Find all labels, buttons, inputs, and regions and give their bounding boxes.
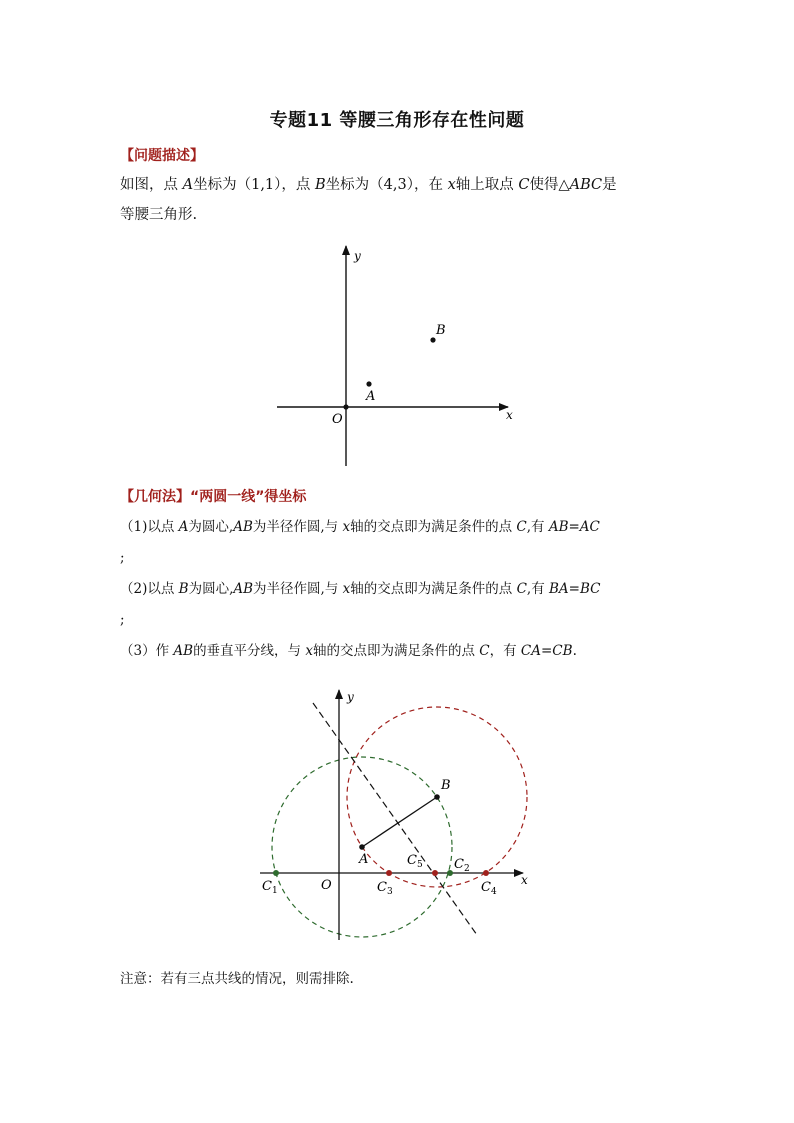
- note: 注意：若有三点共线的情况，则需排除.: [120, 971, 354, 987]
- point-a-label: A: [359, 852, 369, 867]
- method-steps: [120, 512, 700, 667]
- y-axis-label: y: [354, 249, 361, 263]
- point-c2: [447, 870, 453, 876]
- section-heading-problem: 【问题描述】: [120, 148, 204, 164]
- point-c1: [273, 870, 279, 876]
- point-a: [359, 844, 365, 850]
- section-heading-geometry: 【几何法】“两圆一线”得坐标: [120, 489, 307, 505]
- point-c5-label: $C_5$: [407, 853, 423, 870]
- segment-ab: [362, 797, 437, 847]
- point-a: [366, 381, 371, 386]
- step-2: （2)以点 B为圆心,AB为半径作圆,与 x轴的交点即为满足条件的点 C,有 BA=BC: [120, 581, 601, 597]
- problem-line-1: 如图，点 A坐标为（1,1），点 B坐标为（4,3），在 x轴上取点 C使得△ABC是: [120, 177, 617, 193]
- problem-line-2: 等腰三角形.: [120, 207, 198, 223]
- perpendicular-bisector: [313, 703, 477, 935]
- origin-label: O: [332, 412, 343, 427]
- point-c1-label: $C_1$: [262, 879, 278, 896]
- step-2-tail: ;: [120, 612, 125, 628]
- point-c4-label: $C_4$: [481, 880, 497, 897]
- figure-coordinate-plane: [270, 240, 530, 472]
- point-b: [434, 794, 440, 800]
- x-axis-label: x: [506, 408, 513, 422]
- step-1-tail: ;: [120, 550, 125, 566]
- problem-statement: [120, 170, 680, 230]
- origin-label: O: [321, 878, 332, 893]
- point-c3: [386, 870, 392, 876]
- y-axis-label: y: [347, 690, 354, 704]
- point-c3-label: $C_3$: [377, 880, 393, 897]
- point-b-label: B: [436, 323, 446, 338]
- figure-two-circles-one-line: [255, 685, 535, 943]
- page-title: 专题11 等腰三角形存在性问题: [269, 110, 525, 131]
- point-b: [430, 337, 435, 342]
- point-c5: [432, 870, 438, 876]
- origin-point: [343, 404, 348, 409]
- point-c4: [483, 870, 489, 876]
- point-c2-label: $C_2$: [454, 857, 470, 874]
- step-3: （3）作 AB的垂直平分线，与 x轴的交点即为满足条件的点 C，有 CA=CB.: [120, 643, 577, 659]
- x-axis-label: x: [521, 873, 528, 887]
- step-1: （1)以点 A为圆心,AB为半径作圆,与 x轴的交点即为满足条件的点 C,有 AB=AC: [120, 519, 600, 535]
- point-b-label: B: [441, 778, 451, 793]
- point-a-label: A: [366, 389, 376, 404]
